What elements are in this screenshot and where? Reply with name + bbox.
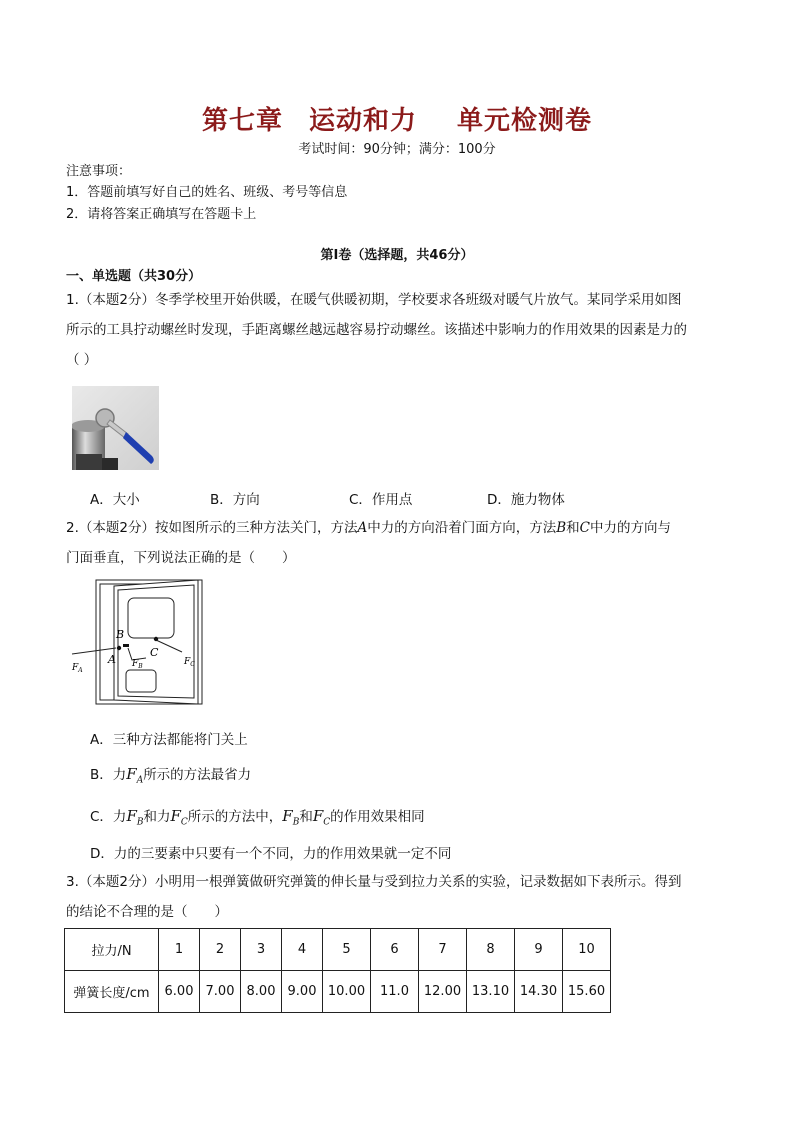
question-3-text: [66, 867, 726, 927]
label-fa: $F_A$: [72, 663, 83, 674]
part-title: 一、单选题（共30分）: [66, 269, 202, 284]
question-line: （ ）: [66, 352, 98, 368]
question-line: 1.（本题2分）冬季学校里开始供暖，在暖气供暖初期，学校要求各班级对暖气片放气。某同学采用如图: [66, 292, 682, 308]
label-fb: $F_B$: [132, 659, 143, 670]
table-header-cell: 弹簧长度/cm: [65, 971, 159, 1013]
question-line: 2.（本题2分）按如图所示的三种方法关门，方法A中力的方向沿着门面方向，方法B和C中力的方向与: [66, 520, 671, 536]
option-b[interactable]: B．力$F_A$所示的方法最省力: [90, 765, 252, 786]
table-row: 拉力/N 1 2 3 4 5 6 7 8 9 10: [65, 929, 611, 971]
data-table: [64, 928, 611, 1013]
table-row: 弹簧长度/cm 6.00 7.00 8.00 9.00 10.00 11.0 12.00 13.10 14.30 15.60: [65, 971, 611, 1013]
option-d[interactable]: D．力的三要素中只要有一个不同，力的作用效果就一定不同: [90, 846, 452, 862]
option-b[interactable]: B．方向: [210, 492, 260, 508]
label-fc: $F_C$: [184, 657, 195, 668]
wrench-photo: [72, 386, 159, 470]
notice-item: 2．请将答案正确填写在答题卡上: [66, 207, 257, 222]
label-b: B: [116, 628, 125, 641]
option-c[interactable]: C．力$F_B$和力$F_C$所示的方法中，$F_B$和$F_C$的作用效果相同: [90, 807, 425, 828]
option-d[interactable]: D．施力物体: [487, 492, 565, 508]
question-2-text: [66, 513, 726, 573]
table-header-cell: 拉力/N: [65, 929, 159, 971]
exam-info: 考试时间：90分钟；满分：100分: [298, 142, 496, 157]
question-1-text: [66, 285, 726, 375]
question-line: 门面垂直，下列说法正确的是（ ）: [66, 550, 296, 566]
door-diagram: [70, 576, 210, 708]
title-type: 单元检测卷: [457, 106, 593, 136]
notice-heading: 注意事项：: [66, 164, 132, 179]
option-a[interactable]: A．大小: [90, 492, 140, 508]
title-topic: 运动和力: [308, 106, 417, 136]
label-a: A: [108, 653, 116, 666]
option-a[interactable]: A．三种方法都能将门关上: [90, 732, 248, 748]
notice-item: 1．答题前填写好自己的姓名、班级、考号等信息: [66, 185, 348, 200]
page-title: [0, 100, 794, 137]
title-chapter: 第七章: [201, 106, 283, 136]
question-line: 3.（本题2分）小明用一根弹簧做研究弹簧的伸长量与受到拉力关系的实验，记录数据如下表所示。得到: [66, 874, 682, 890]
option-c[interactable]: C．作用点: [349, 492, 413, 508]
question-line: 所示的工具拧动螺丝时发现，手距离螺丝越远越容易拧动螺丝。该描述中影响力的作用效果的因素是力的: [66, 322, 687, 338]
section-title: 第I卷（选择题，共46分）: [320, 248, 474, 263]
question-line: 的结论不合理的是（ ）: [66, 904, 228, 920]
label-c: C: [150, 646, 159, 659]
